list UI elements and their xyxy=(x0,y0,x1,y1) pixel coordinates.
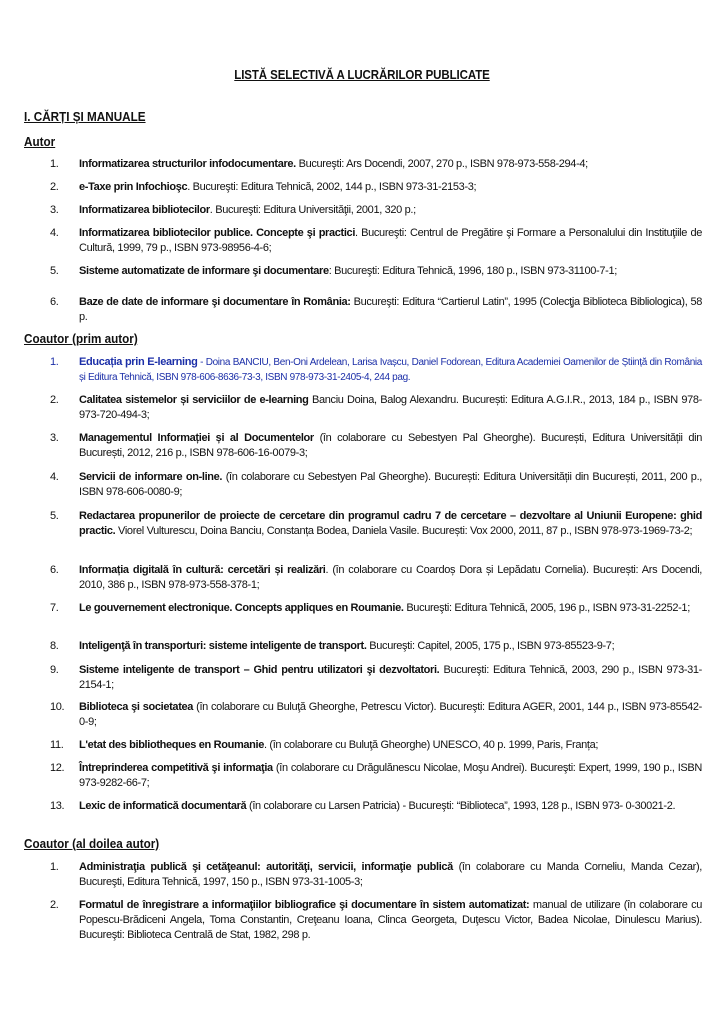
item-details: manual de utilizare (în colaborare cu Popescu-Brădiceni Angela, Toma Constantin, Creţeanu Ioana, Clinca Georgeta, Duţescu Victor, Badea Nicolae, Dinulescu Marius). Bucureşti: Biblioteca Centrală de Stat, 1982, 298 p. xyxy=(79,899,703,941)
list-item xyxy=(50,663,702,693)
item-details: Bucureşti: Capitel, 2005, 175 p., ISBN 973-85523-9-7; xyxy=(366,640,615,652)
group-heading-coautor-al-doilea: Coautor (al doilea autor) xyxy=(24,836,160,851)
list-item xyxy=(50,226,702,256)
item-title: Informația digitală în cultură: cercetări și realizări xyxy=(79,564,326,576)
item-number: 4. xyxy=(50,227,59,239)
item-number: 8. xyxy=(50,640,59,652)
item-details: - Doina BANCIU, Ben-Oni Ardelean, Larisa Ivașcu, Daniel Fodorean, Editura Academiei Oamenilor de Știință din România și Editura Tehnică, ISBN 978-606-8636-73-3, ISBN 978-973-31-2405-4, 244 pag. xyxy=(79,357,703,383)
item-details: (în colaborare cu Drăgulănescu Nicolae, Moşu Andrei). Bucureşti: Expert, 1999, 190 p., ISBN 973-9282-66-7; xyxy=(79,762,702,789)
item-number: 1. xyxy=(50,158,59,170)
item-details: (în colaborare cu Sebestyen Pal Gheorghe). București, Editura Universității din București, 2012, 216 p., ISBN 978-606-16-0079-3; xyxy=(79,432,703,459)
item-title: Biblioteca şi societatea xyxy=(79,701,194,713)
list-item xyxy=(50,601,702,616)
item-title: Redactarea propunerilor de proiecte de cercetare din programul cadru 7 de cercetare – dezvoltare al Uniunii Europene: ghid practic. xyxy=(79,510,702,537)
item-details: : Bucureşti: Editura Tehnică, 1996, 180 p., ISBN 973-31100-7-1; xyxy=(328,265,617,277)
item-title: Întreprinderea competitivă şi informaţia xyxy=(79,762,273,774)
item-details: . (în colaborare cu Coardoș Dora și Lepădatu Cornelia). București: Ars Docendi, 2010, 386 p., ISBN 978-973-558-378-1; xyxy=(79,564,702,591)
item-title: Administraţia publică şi cetăţeanul: autorităţi, servicii, informaţie publică xyxy=(79,861,453,873)
list-item xyxy=(50,509,702,539)
item-details: Bucureşti: Editura “Cartierul Latin”, 1995 (Colecţja Biblioteca Bibliologica), 58 p. xyxy=(79,296,702,323)
item-details: (în colaborare cu Larsen Patricia) - Bucureşti: “Biblioteca”, 1993, 128 p., ISBN 973- 0-30021-2. xyxy=(246,800,676,812)
list-item xyxy=(50,157,702,172)
list-item xyxy=(50,203,702,218)
item-details: . Bucureşti: Centrul de Pregătire şi Formare a Personalului din Instituţiile de Cultură, 1999, 79 p., ISBN 973-98956-4-6; xyxy=(79,227,702,254)
section-heading: I. CĂRȚI ȘI MANUALE xyxy=(24,109,146,124)
item-number: 11. xyxy=(50,739,64,751)
item-title: Formatul de înregistrare a informaţiilor bibliografice şi documentare în sistem automatizat: xyxy=(79,899,530,911)
item-details: Viorel Vulturescu, Doina Banciu, Constanța Bodea, Daniela Vasile. București: Vox 2000, 2011, 87 p., ISBN 978-973-1969-73-2; xyxy=(115,525,693,537)
page-title: LISTĂ SELECTIVĂ A LUCRĂRILOR PUBLICATE xyxy=(234,68,490,82)
item-title: Inteligenţă în transporturi: sisteme inteligente de transport. xyxy=(79,640,367,652)
item-number: 9. xyxy=(50,664,59,676)
item-number: 3. xyxy=(50,432,59,444)
item-details: (în colaborare cu Buluţă Gheorghe, Petrescu Victor). Bucureşti: Editura AGER, 2001, 144 p., ISBN 973-85542-0-9; xyxy=(79,701,702,728)
list-item xyxy=(50,264,702,279)
item-title: Informatizarea bibliotecilor xyxy=(79,204,210,216)
item-number: 3. xyxy=(50,204,59,216)
list-item-highlighted xyxy=(50,355,702,385)
item-title: Sisteme inteligente de transport – Ghid pentru utilizatori şi dezvoltatori. xyxy=(79,664,440,676)
item-number: 10. xyxy=(50,701,65,713)
list-item xyxy=(50,295,702,325)
item-title: Le gouvernement electronique. Concepts appliques en Roumanie. xyxy=(79,602,404,614)
list-item xyxy=(50,898,702,943)
item-number: 1. xyxy=(50,861,59,873)
item-title: Calitatea sistemelor și serviciilor de e-learning xyxy=(79,394,309,406)
list-item xyxy=(50,470,702,500)
list-item xyxy=(50,180,702,195)
list-item xyxy=(50,761,702,791)
item-number: 4. xyxy=(50,471,59,483)
list-item xyxy=(50,431,702,461)
item-title: Servicii de informare on-line. xyxy=(79,471,223,483)
item-number: 2. xyxy=(50,899,59,911)
item-number: 7. xyxy=(50,602,59,614)
item-title: e-Taxe prin Infochioşc xyxy=(79,181,188,193)
list-item xyxy=(50,639,702,654)
item-number: 6. xyxy=(50,564,59,576)
item-title: Educația prin E-learning xyxy=(79,356,198,368)
item-details: (în colaborare cu Manda Corneliu, Manda Cezar), Bucureşti, Editura Tehnică, 1997, 150 p., ISBN 973-31-1005-3; xyxy=(79,861,702,888)
list-item xyxy=(50,393,702,423)
item-number: 13. xyxy=(50,800,65,812)
item-number: 1. xyxy=(50,356,59,368)
item-title: Baze de date de informare şi documentare în România: xyxy=(79,296,351,308)
item-title: L'etat des bibliotheques en Roumanie xyxy=(79,739,264,751)
item-number: 2. xyxy=(50,181,59,193)
item-title: Managementul Informației și al Documentelor xyxy=(79,432,314,444)
item-title: Sisteme automatizate de informare şi documentare xyxy=(79,265,329,277)
list-item xyxy=(50,860,702,890)
item-details: . Bucureşti: Editura Universităţii, 2001, 320 p.; xyxy=(209,204,416,216)
group-heading-autor: Autor xyxy=(24,134,56,149)
item-number: 12. xyxy=(50,762,65,774)
item-number: 6. xyxy=(50,296,59,308)
item-details: . (în colaborare cu Buluţă Gheorghe) UNESCO, 40 p. 1999, Paris, Franța; xyxy=(264,739,599,751)
list-item xyxy=(50,563,702,593)
list-item xyxy=(50,799,702,814)
item-details: Bucureşti: Editura Tehnică, 2003, 290 p., ISBN 973-31-2154-1; xyxy=(79,664,702,691)
item-details: (în colaborare cu Sebestyen Pal Gheorghe). București: Editura Universității din București, 2011, 200 p., ISBN 978-606-0080-9; xyxy=(79,471,702,498)
list-item xyxy=(50,738,702,753)
item-number: 5. xyxy=(50,265,59,277)
item-details: Banciu Doina, Balog Alexandru. București: Editura A.G.I.R., 2013, 184 p., ISBN 978-973-720-494-3; xyxy=(79,394,702,421)
item-details: . Bucureşti: Editura Tehnică, 2002, 144 p., ISBN 973-31-2153-3; xyxy=(187,181,477,193)
item-number: 5. xyxy=(50,510,59,522)
item-title: Informatizarea structurilor infodocumentare. xyxy=(79,158,296,170)
item-title: Lexic de informatică documentară xyxy=(79,800,247,812)
item-title: Informatizarea bibliotecilor publice. Concepte şi practici xyxy=(79,227,356,239)
item-details: Bucureşti: Editura Tehnică, 2005, 196 p., ISBN 973-31-2252-1; xyxy=(403,602,690,614)
item-number: 2. xyxy=(50,394,59,406)
list-item xyxy=(50,700,702,730)
item-details: Bucureşti: Ars Docendi, 2007, 270 p., ISBN 978-973-558-294-4; xyxy=(295,158,588,170)
group-heading-coautor-prim: Coautor (prim autor) xyxy=(24,331,138,346)
